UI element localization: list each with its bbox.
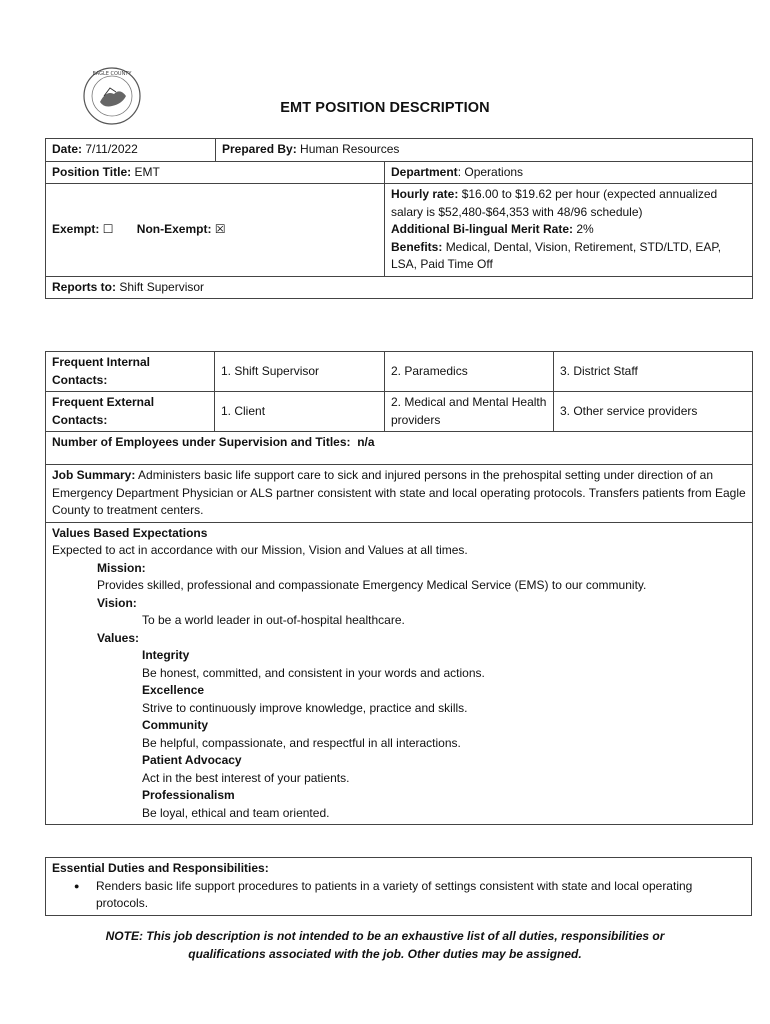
position-row <box>46 161 753 184</box>
duty-item: ● Renders basic life support procedures to patients in a variety of settings consistent with state and local operating protocols. <box>96 878 745 913</box>
value-desc: Be loyal, ethical and team oriented. <box>142 805 330 820</box>
external-contact: 2. Medical and Mental Health providers <box>385 392 554 432</box>
internal-contacts-label: Frequent Internal Contacts: <box>46 352 215 392</box>
job-summary-cell: Job Summary: Administers basic life support care to sick and injured persons in the prehospital setting under direction of an Emergency Department Physician or ALS partner consistent with state and local operating protocols. Transfers patients from Eagle County to treatment centers. <box>46 465 753 523</box>
internal-contact: 1. Shift Supervisor <box>215 352 385 392</box>
values-label: Values: <box>97 630 140 645</box>
value-desc: Act in the best interest of your patients. <box>142 770 350 785</box>
values-based-expectations-cell <box>46 522 753 825</box>
exempt-checkbox: ☐ <box>102 222 114 236</box>
exempt-status-cell: Exempt: ☐ Non-Exempt: ☒ <box>46 184 385 277</box>
mission-text: Provides skilled, professional and compassionate Emergency Medical Service (EMS) to our community. <box>97 578 647 592</box>
vision-label: Vision: <box>97 595 137 610</box>
job-summary-row <box>46 465 753 523</box>
internal-contact: 3. District Staff <box>554 352 753 392</box>
value-desc: Be honest, committed, and consistent in your words and actions. <box>142 665 485 680</box>
department-cell: Department: Operations <box>385 161 753 184</box>
reports-to-cell: Reports to: Shift Supervisor <box>46 276 753 299</box>
reports-row <box>46 276 753 299</box>
values-row <box>46 522 753 825</box>
value-name: Community <box>142 718 208 732</box>
external-contact: 3. Other service providers <box>554 392 753 432</box>
eagle-county-seal-logo <box>82 66 142 126</box>
employees-row <box>46 432 753 465</box>
employees-supervised-cell: Number of Employees under Supervision and Titles: n/a <box>46 432 753 465</box>
document-title: EMT POSITION DESCRIPTION <box>280 100 490 116</box>
contacts-summary-table <box>45 351 753 825</box>
value-name: Professionalism <box>142 788 235 802</box>
internal-contacts-row <box>46 352 753 392</box>
external-contacts-label: Frequent External Contacts: <box>46 392 215 432</box>
svg-text:EAGLE COUNTY: EAGLE COUNTY <box>92 71 132 77</box>
value-name: Integrity <box>142 648 190 662</box>
position-header-table <box>45 138 753 299</box>
value-desc: Be helpful, compassionate, and respectful in all interactions. <box>142 735 461 750</box>
internal-contact: 2. Paramedics <box>385 352 554 392</box>
duties-cell <box>46 858 752 916</box>
value-name: Patient Advocacy <box>142 753 242 767</box>
values-heading: Values Based Expectations <box>52 525 208 540</box>
external-contact: 1. Client <box>215 392 385 432</box>
date-row <box>46 139 753 162</box>
date-cell: Date: 7/11/2022 <box>46 139 216 162</box>
external-contacts-row <box>46 392 753 432</box>
position-title-cell: Position Title: EMT <box>46 161 385 184</box>
mission-label: Mission: <box>97 560 146 575</box>
value-name: Excellence <box>142 683 205 697</box>
duties-row <box>46 858 752 916</box>
vision-text: To be a world leader in out-of-hospital healthcare. <box>142 613 405 627</box>
disclaimer-note: NOTE: This job description is not intended to be an exhaustive list of all duties, responsibilities or qualifications associated with the job. Other duties may be assigned. <box>105 929 665 961</box>
duties-table <box>45 857 752 916</box>
exempt-row <box>46 184 753 277</box>
compensation-cell: Hourly rate: $16.00 to $19.62 per hour (expected annualized salary is $52,480-$64,353 with 48/96 schedule) Additional Bi-lingual Merit Rate: 2% Benefits: Medical, Dental, Vision, Retirement, STD/LTD, EAP, LSA, Paid Time Off <box>385 184 753 277</box>
values-intro: Expected to act in accordance with our Mission, Vision and Values at all times. <box>52 543 468 557</box>
prepared-by-cell: Prepared By: Human Resources <box>216 139 753 162</box>
duties-list <box>52 878 745 913</box>
value-desc: Strive to continuously improve knowledge, practice and skills. <box>142 700 468 715</box>
non-exempt-checkbox: ☒ <box>214 222 226 236</box>
duties-heading: Essential Duties and Responsibilities: <box>52 861 269 875</box>
